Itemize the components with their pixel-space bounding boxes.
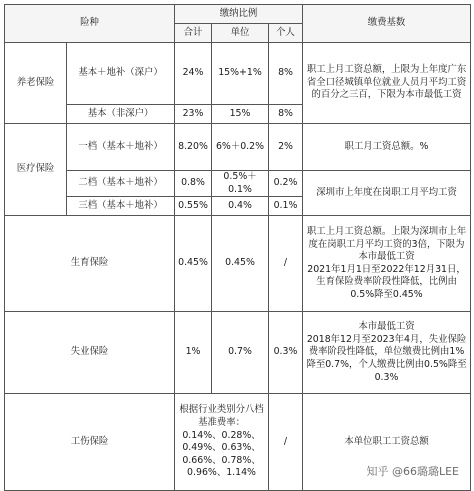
pension-row-2-unit: 15% (212, 105, 269, 124)
medical-row-1-unit: 6%＋0.2% (212, 124, 269, 171)
maternity-unit: 0.45% (212, 216, 269, 312)
maternity-personal: / (269, 216, 303, 312)
pension-row-1-label: 基本＋地补（深户） (67, 43, 175, 105)
pension-name: 养老保险 (5, 43, 67, 124)
social-insurance-table (4, 4, 471, 491)
medical-row-3-personal: 0.1% (269, 197, 303, 216)
pension-row-1-personal: 8% (269, 43, 303, 105)
injury-personal: / (269, 394, 303, 491)
unemployment-name: 失业保险 (5, 312, 175, 394)
medical-row-2-total: 0.8% (175, 171, 212, 197)
injury-base: 本单位职工工资总额 (303, 394, 471, 491)
unemployment-unit: 0.7% (212, 312, 269, 394)
maternity-base: 职工上月工资总额。上限为深圳市上年度在岗职工月平均工资的3倍，下限为本市最低工资 2021年1月1日至2022年12月31日，生育保险费率阶段性降低，比例由0.5%降至0.45% (303, 216, 471, 312)
unemployment-total: 1% (175, 312, 212, 394)
medical-row-1-total: 8.20% (175, 124, 212, 171)
pension-row-2-label: 基本（非深户） (67, 105, 175, 124)
medical-row-3-total: 0.55% (175, 197, 212, 216)
header-personal: 个人 (269, 24, 303, 43)
injury-rate: 根据行业类别分八档基准费率： 0.14%、0.28%、 0.49%、0.63%、 0.66%、0.78%、 0.96%、1.14% (175, 394, 269, 491)
medical-base-2: 深圳市上年度在岗职工月平均工资 (303, 171, 471, 216)
pension-row-2-total: 23% (175, 105, 212, 124)
maternity-name: 生育保险 (5, 216, 175, 312)
medical-row-2-personal: 0.2% (269, 171, 303, 197)
header-unit: 单位 (212, 24, 269, 43)
medical-row-3-unit: 0.4% (212, 197, 269, 216)
header-type: 险种 (5, 5, 175, 43)
pension-row-1-unit: 15%+1% (212, 43, 269, 105)
medical-name: 医疗保险 (5, 124, 67, 216)
injury-name: 工伤保险 (5, 394, 175, 491)
medical-base-1: 职工月工资总额。% (303, 124, 471, 171)
pension-base: 职工上月工资总额，上限为上年度广东省全口径城镇单位就业人员月平均工资的百分之三百，下限为本市最低工资 (303, 43, 471, 124)
medical-row-2-unit: 0.5%＋0.1% (212, 171, 269, 197)
medical-row-1-label: 一档（基本＋地补） (67, 124, 175, 171)
header-rate: 缴纳比例 (175, 5, 303, 24)
medical-row-1-personal: 2% (269, 124, 303, 171)
medical-row-3-label: 三档（基本＋地补） (67, 197, 175, 216)
header-total: 合计 (175, 24, 212, 43)
unemployment-base: 本市最低工资 2018年12月至2023年4月，失业保险费率阶段性降低，单位缴费比例由1%降至0.7%，个人缴费比例由0.5%降至0.3% (303, 312, 471, 394)
header-base: 缴费基数 (303, 5, 471, 43)
pension-row-1-total: 24% (175, 43, 212, 105)
maternity-total: 0.45% (175, 216, 212, 312)
pension-row-2-personal: 8% (269, 105, 303, 124)
unemployment-personal: 0.3% (269, 312, 303, 394)
zhihu-watermark: 知乎 @66璐璐LEE (363, 462, 462, 480)
medical-row-2-label: 二档（基本＋地补） (67, 171, 175, 197)
